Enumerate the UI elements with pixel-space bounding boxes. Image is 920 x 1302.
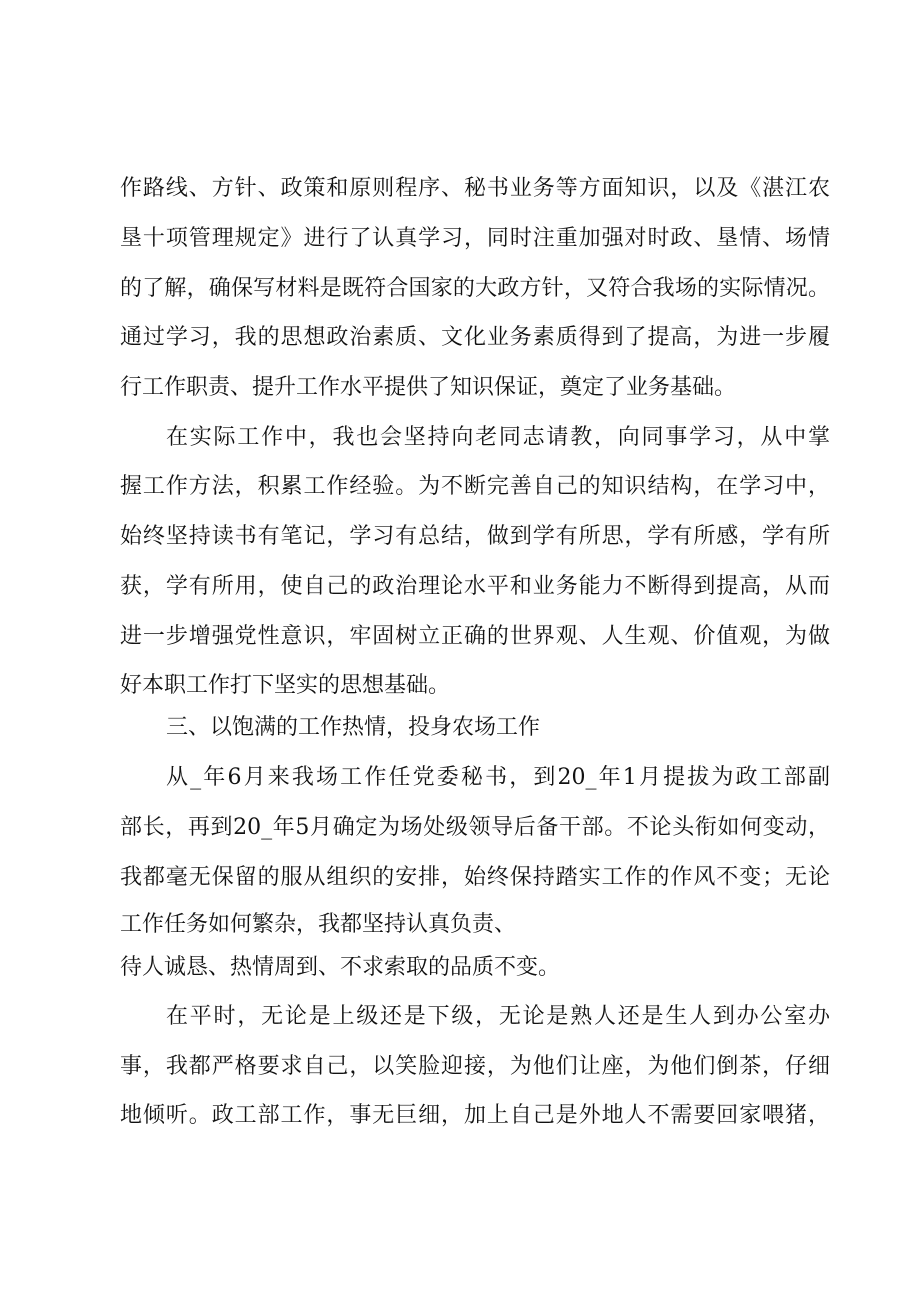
paragraph-first-line: 在平时，无论是上级还是下级，无论是熟人还是生人到办公室办 [166, 1004, 830, 1029]
section-heading: 三、以饱满的工作热情，投身农场工作 [166, 715, 541, 740]
text-line: 的了解，确保写材料是既符合国家的大政方针，又符合我场的实际情况。 [120, 276, 830, 301]
text-line: 通过学习，我的思想政治素质、文化业务素质得到了提高，为进一步履 [120, 325, 830, 350]
text-line: 进一步增强党性意识，牢固树立正确的世界观、人生观、价值观，为做 [120, 624, 830, 649]
text-line: 部长，再到20_年5月确定为场处级领导后备干部。不论头衔如何变动， [120, 815, 830, 840]
text-line: 地倾听。政工部工作，事无巨细，加上自己是外地人不需要回家喂猪， [120, 1103, 830, 1128]
text-line: 始终坚持读书有笔记，学习有总结，做到学有所思，学有所感，学有所 [120, 524, 830, 549]
text-line: 我都毫无保留的服从组织的安排，始终保持踏实工作的作风不变；无论 [120, 865, 830, 890]
paragraph-first-line: 在实际工作中，我也会坚持向老同志请教，向同事学习，从中掌 [166, 425, 830, 450]
text-line: 好本职工作打下坚实的思想基础。 [120, 673, 451, 698]
text-line: 垦十项管理规定》进行了认真学习，同时注重加强对时政、垦情、场情 [120, 226, 830, 251]
text-line: 作路线、方针、政策和原则程序、秘书业务等方面知识，以及《湛江农 [120, 176, 830, 201]
text-line: 获，学有所用，使自己的政治理论水平和业务能力不断得到提高，从而 [120, 574, 830, 599]
paragraph-first-line: 从_年6月来我场工作任党委秘书，到20_年1月提拔为政工部副 [166, 765, 830, 790]
text-line: 事，我都严格要求自己，以笑脸迎接，为他们让座，为他们倒茶，仔细 [120, 1054, 830, 1079]
text-line: 握工作方法，积累工作经验。为不断完善自己的知识结构，在学习中， [120, 474, 830, 499]
text-line: 待人诚恳、热情周到、不求索取的品质不变。 [120, 955, 561, 980]
text-line: 工作任务如何繁杂，我都坚持认真负责、 [120, 912, 517, 937]
text-line: 行工作职责、提升工作水平提供了知识保证，奠定了业务基础。 [120, 375, 737, 400]
